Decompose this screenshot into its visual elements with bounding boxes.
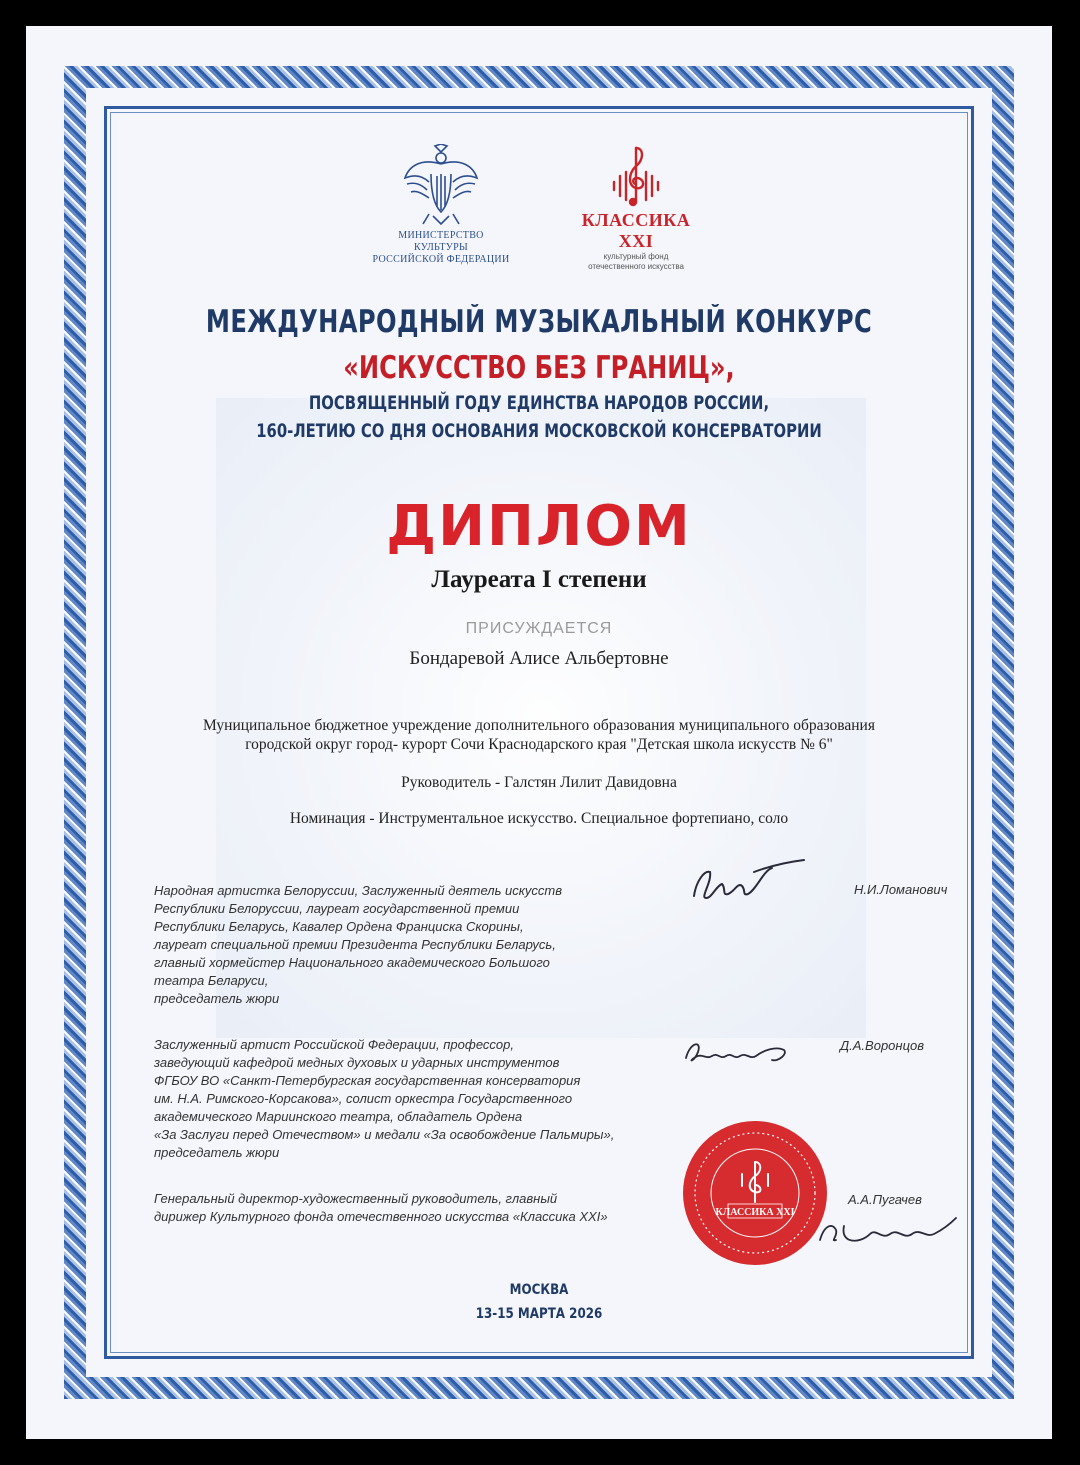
jury-member-2-description <box>154 1036 674 1162</box>
seal-label: КЛАССИКА XXI <box>715 1207 795 1218</box>
ministry-caption-line2: РОССИЙСКОЙ ФЕДЕРАЦИИ <box>372 254 510 265</box>
ministry-caption-line1: МИНИСТЕРСТВО КУЛЬТУРЫ <box>398 230 484 253</box>
jury-member-1-name: Н.И.Ломанович <box>854 882 948 897</box>
institution-line1: Муниципальное бюджетное учреждение дополнительного образования муниципального образования <box>203 717 875 734</box>
jury-line: главный хормейстер Национального академического Большого <box>154 955 550 970</box>
jury-line: лауреат специальной премии Президента Республики Беларусь, <box>154 937 556 952</box>
city: МОСКВА <box>509 1282 569 1298</box>
klassika-logo <box>566 144 706 272</box>
contest-dedication-line2: 160-ЛЕТИЮ СО ДНЯ ОСНОВАНИЯ МОСКОВСКОЙ КОНСЕРВАТОРИИ <box>256 420 822 442</box>
institution <box>126 716 952 754</box>
nomination: Номинация - Инструментальное искусство. Специальное фортепиано, соло <box>289 810 789 827</box>
red-seal <box>680 1118 830 1268</box>
jury-line: академического Мариинского театра, обладатель Ордена <box>154 1109 523 1124</box>
signature-2 <box>680 1032 800 1072</box>
jury-line: Республики Белоруссии, лауреат государственной премии <box>154 901 520 916</box>
klassika-sub-line2: отечественного искусства <box>588 262 684 271</box>
jury-line: Заслуженный артист Российской Федерации, профессор, <box>154 1037 515 1052</box>
logos-row <box>26 144 1052 274</box>
klassika-sub-line1: культурный фонд <box>603 252 669 261</box>
contest-name: «ИСКУССТВО БЕЗ ГРАНИЦ», <box>343 350 735 386</box>
jury-member-2-name: Д.А.Воронцов <box>840 1038 925 1053</box>
jury-line: председатель жюри <box>154 1145 280 1160</box>
signature-1 <box>676 852 806 912</box>
date: 13-15 МАРТА 2026 <box>475 1306 603 1322</box>
jury-member-3-name: А.А.Пугачев <box>848 1192 922 1207</box>
diploma-title: ДИПЛОМ <box>386 494 692 559</box>
jury-line: «За Заслуги перед Отечеством» и медали «За освобождение Пальмиры», <box>154 1127 615 1142</box>
klassika-name: КЛАССИКА XXI <box>581 210 691 251</box>
recipient-name: Бондаревой Алисе Альбертовне <box>409 648 669 669</box>
ministry-logo <box>371 144 511 266</box>
treble-clef-icon <box>604 144 668 208</box>
awarded-label: ПРИСУЖДАЕТСЯ <box>465 620 613 637</box>
eagle-lyre-icon <box>401 144 481 230</box>
contest-dedication-line1: ПОСВЯЩЕННЫЙ ГОДУ ЕДИНСТВА НАРОДОВ РОССИИ, <box>308 392 770 414</box>
jury-line: театра Беларуси, <box>154 973 269 988</box>
leader: Руководитель - Галстян Лилит Давидовна <box>401 774 677 791</box>
jury-member-1-description <box>154 882 674 1008</box>
jury-line: заведующий кафедрой медных духовых и ударных инструментов <box>154 1055 560 1070</box>
jury-line: председатель жюри <box>154 991 280 1006</box>
signature-3 <box>810 1204 960 1254</box>
institution-line2: городской округ город- курорт Сочи Краснодарского края "Детская школа искусств № 6" <box>245 736 833 753</box>
jury-member-3-description <box>154 1190 674 1226</box>
jury-line: дирижер Культурного фонда отечественного искусства «Классика XXI» <box>154 1209 608 1224</box>
contest-title: МЕЖДУНАРОДНЫЙ МУЗЫКАЛЬНЫЙ КОНКУРС <box>205 304 873 340</box>
jury-line: ФГБОУ ВО «Санкт-Петербургская государственная консерватория <box>154 1073 581 1088</box>
diploma-sheet <box>26 26 1052 1439</box>
jury-line: Республики Беларусь, Кавалер Ордена Франциска Скорины, <box>154 919 524 934</box>
jury-line: им. Н.А. Римского-Корсакова», солист оркестра Государственного <box>154 1091 573 1106</box>
jury-line: Народная артистка Белоруссии, Заслуженный деятель искусств <box>154 883 563 898</box>
laureate-degree: Лауреата I степени <box>431 566 647 593</box>
jury-line: Генеральный директор-художественный руководитель, главный <box>154 1191 558 1206</box>
